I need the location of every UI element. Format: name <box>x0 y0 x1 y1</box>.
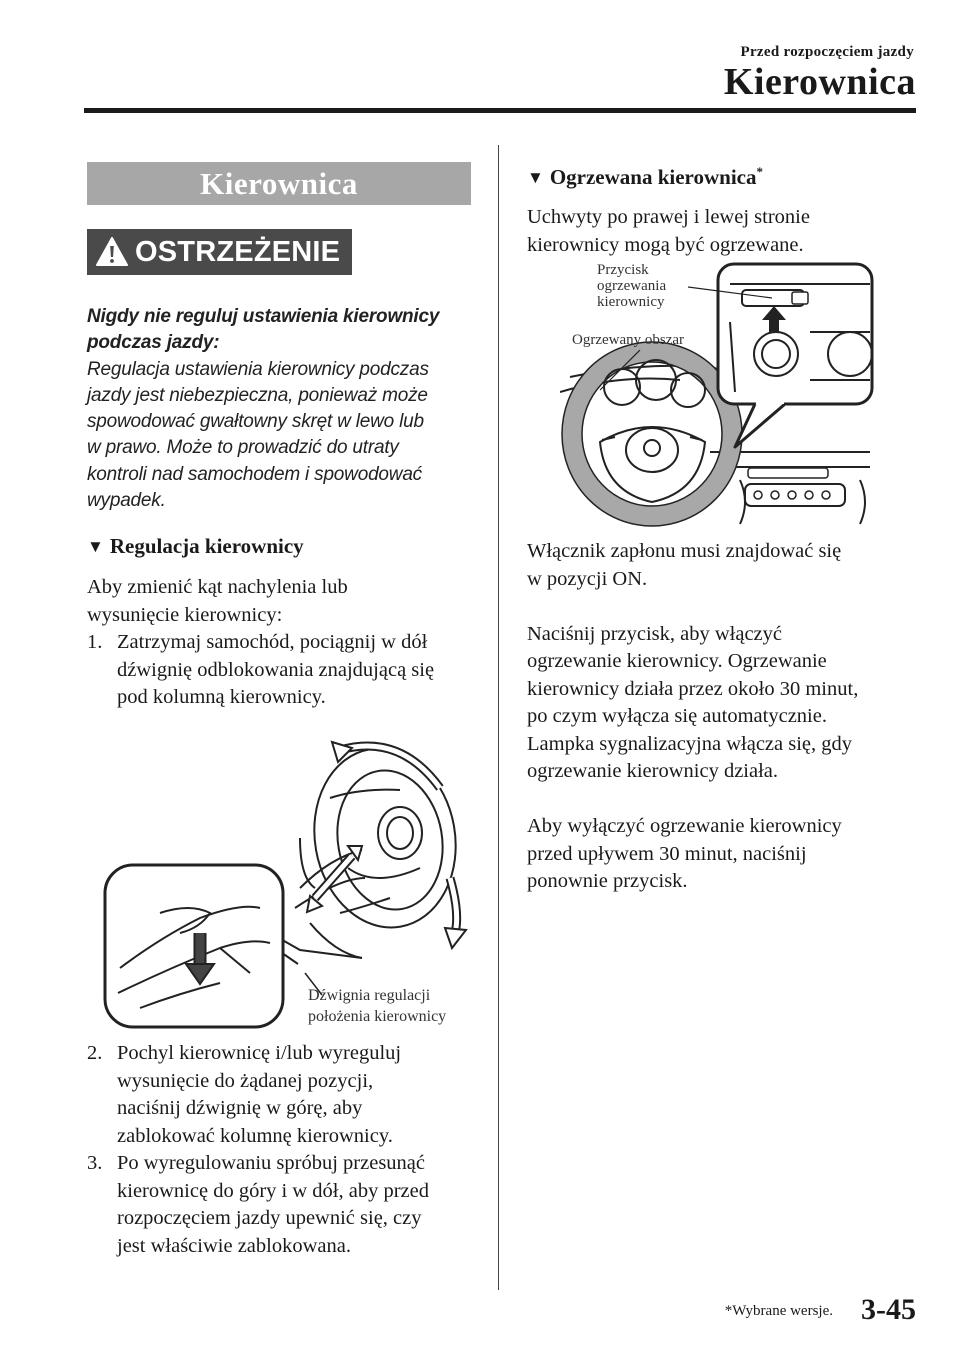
step-line: Zatrzymaj samochód, pociągnij w dół <box>117 631 428 653</box>
warning-label: OSTRZEŻENIE <box>135 236 341 268</box>
adjust-intro-line: wysunięcie kierownicy: <box>87 603 283 626</box>
p2-line: po czym wyłącza się automatycznie. <box>527 705 827 727</box>
heated-heading-text: Ogrzewana kierownica <box>549 165 757 189</box>
page-header-title: Kierownica <box>723 61 916 103</box>
page-number: 3-45 <box>861 1293 916 1326</box>
warning-line: w prawo. Może to prowadzić do utraty <box>87 437 399 459</box>
step-line: rozpoczęciem jazdy upewnić się, czy <box>117 1207 422 1229</box>
warning-line: wypadek. <box>87 490 166 512</box>
warning-bold-line: Nigdy nie reguluj ustawienia kierownicy <box>87 306 440 327</box>
step-number: 1. <box>87 631 103 653</box>
warning-line: kontroli nad samochodem i spowodować <box>87 463 422 485</box>
p2-line: kierownicy działa przez około 30 minut, <box>527 677 859 700</box>
step-line: jest właściwie zablokowana. <box>117 1234 351 1257</box>
adjust-heading <box>87 534 304 559</box>
heated-instructions <box>527 538 937 896</box>
step-line: zablokować kolumnę kierownicy. <box>117 1124 393 1147</box>
adjust-instructions <box>87 574 482 712</box>
warning-line: jazdy jest niebezpieczna, ponieważ może <box>87 384 428 406</box>
p2-line: ogrzewanie kierownicy działa. <box>527 760 779 782</box>
asterisk-mark: * <box>756 164 763 179</box>
heated-area-label: Ogrzewany obszar <box>572 332 685 348</box>
adjust-steps-2-3 <box>87 1040 487 1260</box>
warning-text <box>87 304 471 514</box>
p3-line: ponownie przycisk. <box>527 870 688 892</box>
step-line: wysunięcie do żądanej pozycji, <box>117 1069 374 1092</box>
step-number: 3. <box>87 1152 103 1174</box>
heated-intro-line: Uchwyty po prawej i lewej stronie <box>527 206 810 228</box>
caption-line: Dźwignia regulacji <box>308 987 431 1004</box>
spacer <box>527 593 937 621</box>
heated-heading <box>527 164 763 190</box>
step-line: Pochyl kierownicę i/lub wyreguluj <box>117 1042 402 1064</box>
label-line: ogrzewania <box>597 278 667 294</box>
adjust-intro-line: Aby zmienić kąt nachylenia lub <box>87 576 348 598</box>
warning-line: spowodować gwałtowny skręt w lewo lub <box>87 411 424 433</box>
step-2 <box>87 1040 487 1150</box>
p1-line: Włącznik zapłonu musi znajdować się <box>527 540 842 562</box>
footnote: *Wybrane wersje. <box>724 1303 833 1319</box>
warning-bold-line: podczas jazdy: <box>87 332 220 354</box>
step-line: dźwignię odblokowania znajdującą się <box>117 658 435 681</box>
p3-line: przed upływem 30 minut, naciśnij <box>527 842 807 865</box>
label-line: kierownicy <box>597 294 665 310</box>
step-line: pod kolumną kierownicy. <box>117 686 326 708</box>
heated-intro-line: kierownicy mogą być ogrzewane. <box>527 233 804 256</box>
p3-line: Aby wyłączyć ogrzewanie kierownicy <box>527 815 842 837</box>
step-line: naciśnij dźwignię w górę, aby <box>117 1097 363 1119</box>
header-rule <box>84 108 916 113</box>
p2-line: Naciśnij przycisk, aby włączyć <box>527 622 783 645</box>
warning-banner <box>87 229 352 275</box>
p2-line: Lampka sygnalizacyjna włącza się, gdy <box>527 732 853 755</box>
p2-line: ogrzewanie kierownicy. Ogrzewanie <box>527 650 827 672</box>
label-line: Przycisk <box>597 262 649 278</box>
warning-triangle-icon <box>95 236 129 282</box>
spacer <box>527 786 937 814</box>
step-number: 2. <box>87 1042 103 1064</box>
triangle-bullet-icon: ▼ <box>87 537 104 556</box>
column-divider <box>498 145 499 1290</box>
chapter-title: Przed rozpoczęciem jazdy <box>740 44 914 60</box>
heated-intro <box>527 204 927 259</box>
section-title: Kierownica <box>87 162 471 205</box>
lever-caption <box>308 985 446 1027</box>
triangle-bullet-icon: ▼ <box>527 168 544 187</box>
step-line: Po wyregulowaniu spróbuj przesunąć <box>117 1152 426 1174</box>
p1-line: w pozycji ON. <box>527 567 648 590</box>
caption-line: położenia kierownicy <box>308 1008 447 1025</box>
step-3 <box>87 1150 487 1260</box>
step-1 <box>87 629 482 712</box>
warning-line: Regulacja ustawienia kierownicy podczas <box>87 358 429 380</box>
heating-button-label <box>597 262 666 310</box>
step-line: kierownicę do góry i w dół, aby przed <box>117 1179 429 1202</box>
adjust-heading-text: Regulacja kierownicy <box>109 534 304 558</box>
